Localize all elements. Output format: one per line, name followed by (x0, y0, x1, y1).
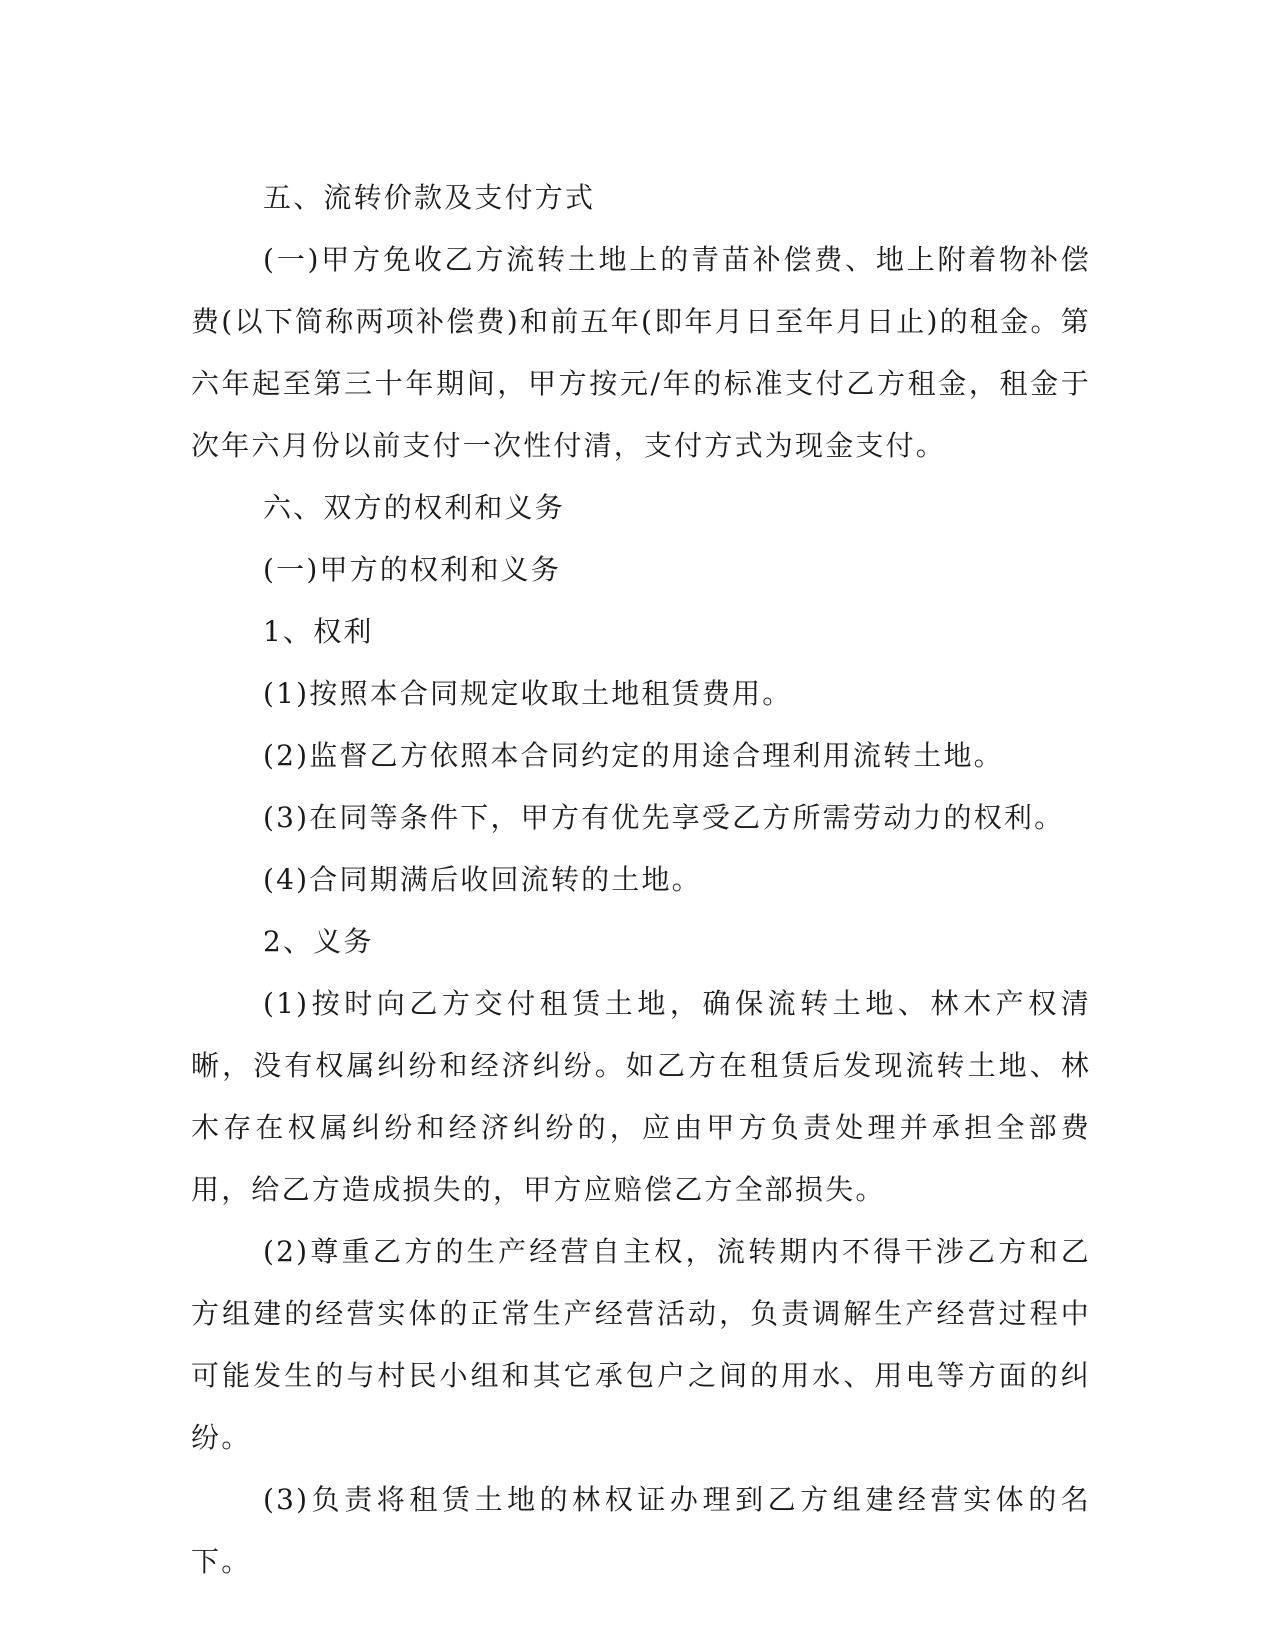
subheading-obligations: 2、义务 (263, 925, 374, 958)
list-item-right-1: (1)按照本合同规定收取土地租赁费用。 (263, 677, 793, 710)
list-item-obligation-2: (2)尊重乙方的生产经营自主权，流转期内不得干涉乙方和乙方组建的经营实体的正常生产经营活动，负责调解生产经营过程中可能发生的与村民小组和其它承包户之间的用水、用电等方面的纠纷。 (191, 1235, 1091, 1454)
section-heading-payment: 五、流转价款及支付方式 (263, 181, 596, 214)
document-body (191, 167, 1091, 1593)
list-item-right-4: (4)合同期满后收回流转的土地。 (263, 863, 702, 896)
subheading-rights: 1、权利 (263, 615, 374, 648)
paragraph-payment-terms: (一)甲方免收乙方流转土地上的青苗补偿费、地上附着物补偿费(以下简称两项补偿费)和前五年(即年月日至年月日止)的租金。第六年起至第三十年期间，甲方按元/年的标准支付乙方租金，租金于次年六月份以前支付一次性付清，支付方式为现金支付。 (191, 243, 1091, 462)
list-item-right-2: (2)监督乙方依照本合同约定的用途合理利用流转土地。 (263, 739, 1004, 772)
list-item-obligation-1: (1)按时向乙方交付租赁土地，确保流转土地、林木产权清晰，没有权属纠纷和经济纠纷。如乙方在租赁后发现流转土地、林木存在权属纠纷和经济纠纷的，应由甲方负责处理并承担全部费用，给乙方造成损失的，甲方应赔偿乙方全部损失。 (191, 987, 1091, 1206)
section-heading-rights-obligations: 六、双方的权利和义务 (263, 491, 566, 524)
subheading-party-a: (一)甲方的权利和义务 (263, 553, 562, 586)
list-item-right-3: (3)在同等条件下，甲方有优先享受乙方所需劳动力的权利。 (263, 801, 1065, 834)
list-item-obligation-3: (3)负责将租赁土地的林权证办理到乙方组建经营实体的名下。 (191, 1483, 1091, 1578)
